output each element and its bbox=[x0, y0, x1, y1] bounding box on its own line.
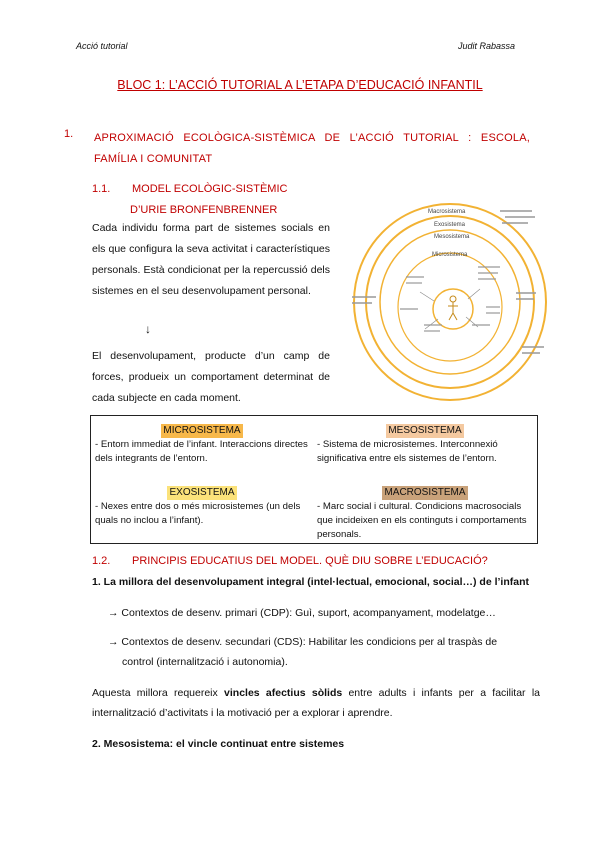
subsection-title-line2: D’URIE BRONFENBRENNER bbox=[130, 204, 278, 216]
cds-line-1: → Contextos de desenv. secundari (CDS): Habilitar les condicions per al traspàs de bbox=[108, 636, 498, 648]
subsection-number: 1.1. bbox=[92, 183, 111, 195]
section-title: APROXIMACIÓ ECOLÒGICA-SISTÈMICA DE L’ACCIÓ TUTORIAL : ESCOLA, FAMÍLIA I COMUNITAT bbox=[94, 132, 530, 165]
meso-cell bbox=[317, 424, 533, 466]
point-2: 2. Mesosistema: el vincle continuat entre sistemes bbox=[92, 738, 345, 750]
systems-table bbox=[90, 415, 538, 544]
meso-desc: - Sistema de microsistemes. Interconnexió significativa entre els sistemes de l’entorn. bbox=[317, 439, 498, 464]
micro-label: MICROSISTEMA bbox=[163, 425, 241, 436]
intro-paragraph: Cada individu forma part de sistemes socials en els que configura la seva activitat i característiques personals. Està condicionat per la repercussió dels sistemes en el seu desenvolupament personal. bbox=[92, 222, 330, 297]
arrow-down-icon: ↓ bbox=[145, 322, 151, 336]
development-paragraph: El desenvolupament, producte d’un camp de forces, produeix un comportament determinat de cada subjecte en cada moment. bbox=[92, 350, 330, 404]
bronfenbrenner-diagram bbox=[350, 197, 550, 402]
improvement-paragraph bbox=[92, 683, 540, 723]
label-macro: Macrosistema bbox=[428, 209, 466, 215]
improvement-text-bold: vincles afectius sòlids bbox=[224, 687, 343, 699]
label-exo: Exosistema bbox=[434, 222, 466, 228]
micro-desc: - Entorn immediat de l’infant. Interaccions directes dels integrants de l’entorn. bbox=[95, 439, 308, 464]
macro-label: MACROSISTEMA bbox=[384, 487, 466, 498]
exo-desc: - Nexes entre dos o més microsistemes (un dels quals no inclou a l’infant). bbox=[95, 501, 301, 526]
subsection-12-number: 1.2. bbox=[92, 555, 111, 567]
section-number: 1. bbox=[64, 128, 74, 140]
point-1: 1. La millora del desenvolupament integral (intel·lectual, emocional, social…) de l’infant bbox=[92, 576, 530, 588]
improvement-text-a: Aquesta millora requereix bbox=[92, 687, 225, 699]
exo-cell bbox=[95, 486, 309, 528]
header-left: Acció tutorial bbox=[76, 41, 128, 51]
page-title: BLOC 1: L’ACCIÓ TUTORIAL A L’ETAPA D’EDUCACIÓ INFANTIL bbox=[117, 78, 483, 92]
label-micro: Microsistema bbox=[432, 252, 468, 258]
subsection-12-title: PRINCIPIS EDUCATIUS DEL MODEL. QUÈ DIU SOBRE L’EDUCACIÓ? bbox=[132, 555, 488, 567]
macro-cell bbox=[317, 486, 533, 542]
macro-desc: - Marc social i cultural. Condicions macrosocials que incideixen en els continguts i comportaments personals. bbox=[317, 501, 527, 540]
exo-label: EXOSISTEMA bbox=[169, 487, 235, 498]
cdp-item: → Contextos de desenv. primari (CDP): Guì, suport, acompanyament, modelatge… bbox=[108, 607, 496, 619]
subsection-title-line1: MODEL ECOLÒGIC-SISTÈMIC bbox=[132, 183, 288, 195]
improvement-text-b: entre adults i infants per a facilitar la internalització d’activitats i la motivació per a explorar i aprendre. bbox=[92, 687, 540, 719]
header-right: Judit Rabassa bbox=[458, 41, 516, 51]
cds-line-2: control (internalització i autonomia). bbox=[122, 656, 288, 668]
micro-cell bbox=[95, 424, 309, 466]
meso-label: MESOSISTEMA bbox=[388, 425, 462, 436]
label-meso: Mesosistema bbox=[434, 234, 470, 240]
